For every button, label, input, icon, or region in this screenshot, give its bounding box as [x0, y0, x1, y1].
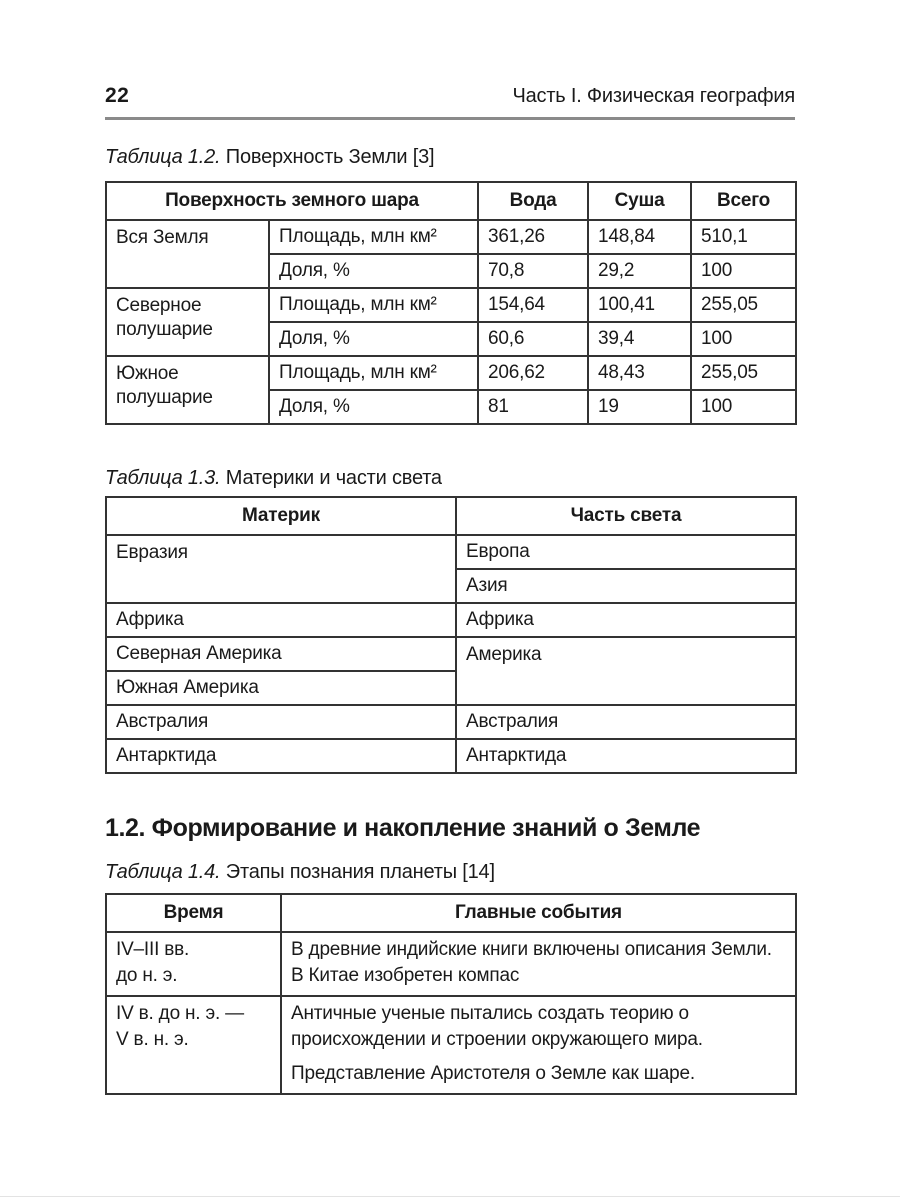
table-1-3-caption-label: Таблица 1.3. — [105, 467, 221, 489]
event-paragraph: В древние индийские книги включены описания Земли. В Китае изобретен компас — [291, 939, 772, 986]
continent-cell: Антарктида — [106, 739, 456, 773]
metric-cell: Площадь, млн км² — [269, 220, 478, 254]
part-cell: Европа — [456, 535, 796, 569]
table-row — [106, 220, 796, 254]
col-header-time: Время — [106, 894, 281, 932]
value-cell: 60,6 — [478, 322, 588, 356]
table-row — [106, 739, 796, 773]
table-1-2-caption-label: Таблица 1.2. — [105, 146, 221, 168]
value-cell: 206,62 — [478, 356, 588, 390]
col-header-water: Вода — [478, 182, 588, 220]
col-header-part: Часть света — [456, 497, 796, 535]
table-row — [106, 705, 796, 739]
events-cell — [281, 996, 796, 1094]
continent-cell: Африка — [106, 603, 456, 637]
value-cell: 255,05 — [691, 288, 796, 322]
time-line: IV в. до н. э. — — [116, 1003, 244, 1024]
value-cell: 100 — [691, 322, 796, 356]
table-header-row — [106, 497, 796, 535]
value-cell: 19 — [588, 390, 691, 424]
table-continents — [105, 496, 797, 774]
value-cell: 510,1 — [691, 220, 796, 254]
time-cell — [106, 932, 281, 996]
table-row — [106, 996, 796, 1094]
table-row — [106, 603, 796, 637]
table-knowledge-stages — [105, 893, 797, 1095]
zone-cell: Вся Земля — [106, 220, 269, 288]
continent-cell: Австралия — [106, 705, 456, 739]
value-cell: 70,8 — [478, 254, 588, 288]
zone-cell: Южное полушарие — [106, 356, 269, 424]
time-cell — [106, 996, 281, 1094]
table-row — [106, 535, 796, 569]
value-cell: 148,84 — [588, 220, 691, 254]
page-number: 22 — [105, 84, 130, 107]
table-header-row — [106, 182, 796, 220]
table-1-4-caption-label: Таблица 1.4. — [105, 861, 221, 883]
value-cell: 100 — [691, 390, 796, 424]
part-cell: Антарктида — [456, 739, 796, 773]
time-line: IV–III вв. — [116, 939, 190, 960]
part-cell: Австралия — [456, 705, 796, 739]
page-header — [105, 84, 795, 120]
metric-cell: Доля, % — [269, 390, 478, 424]
page-edge-shadow — [0, 1196, 900, 1197]
value-cell: 100,41 — [588, 288, 691, 322]
continent-cell: Южная Америка — [106, 671, 456, 705]
zone-cell: Северное полушарие — [106, 288, 269, 356]
event-paragraph: Представление Аристотеля о Земле как шаре. — [291, 1063, 695, 1084]
col-header-surface: Поверхность земного шара — [106, 182, 478, 220]
value-cell: 100 — [691, 254, 796, 288]
table-1-4-caption-title: Этапы познания планеты [14] — [220, 861, 495, 883]
metric-cell: Площадь, млн км² — [269, 356, 478, 390]
metric-cell: Площадь, млн км² — [269, 288, 478, 322]
continent-cell: Северная Америка — [106, 637, 456, 671]
value-cell: 361,26 — [478, 220, 588, 254]
table-row — [106, 288, 796, 322]
time-line: V в. н. э. — [116, 1029, 189, 1050]
time-line: до н. э. — [116, 965, 178, 986]
table-earth-surface — [105, 181, 797, 425]
table-header-row — [106, 894, 796, 932]
value-cell: 81 — [478, 390, 588, 424]
value-cell: 48,43 — [588, 356, 691, 390]
metric-cell: Доля, % — [269, 254, 478, 288]
table-1-2-caption-title: Поверхность Земли [3] — [220, 146, 435, 168]
value-cell: 39,4 — [588, 322, 691, 356]
event-paragraph: Античные ученые пытались создать теорию о происхождении и строении окружающего мира. — [291, 1003, 703, 1050]
table-row — [106, 356, 796, 390]
value-cell: 154,64 — [478, 288, 588, 322]
col-header-events: Главные события — [281, 894, 796, 932]
col-header-continent: Материк — [106, 497, 456, 535]
section-heading: 1.2. Формирование и накопление знаний о Земле — [105, 814, 701, 842]
value-cell: 255,05 — [691, 356, 796, 390]
part-cell: Америка — [456, 637, 796, 705]
metric-cell: Доля, % — [269, 322, 478, 356]
value-cell: 29,2 — [588, 254, 691, 288]
table-row — [106, 637, 796, 671]
table-1-2-caption — [105, 146, 795, 169]
table-1-3-caption — [105, 467, 795, 490]
table-1-4-caption — [105, 861, 795, 884]
col-header-land: Суша — [588, 182, 691, 220]
table-row — [106, 932, 796, 996]
continent-cell: Евразия — [106, 535, 456, 603]
table-1-3-caption-title: Материки и части света — [220, 467, 442, 489]
events-cell — [281, 932, 796, 996]
part-cell: Азия — [456, 569, 796, 603]
col-header-total: Всего — [691, 182, 796, 220]
running-title: Часть I. Физическая география — [512, 85, 795, 107]
part-cell: Африка — [456, 603, 796, 637]
